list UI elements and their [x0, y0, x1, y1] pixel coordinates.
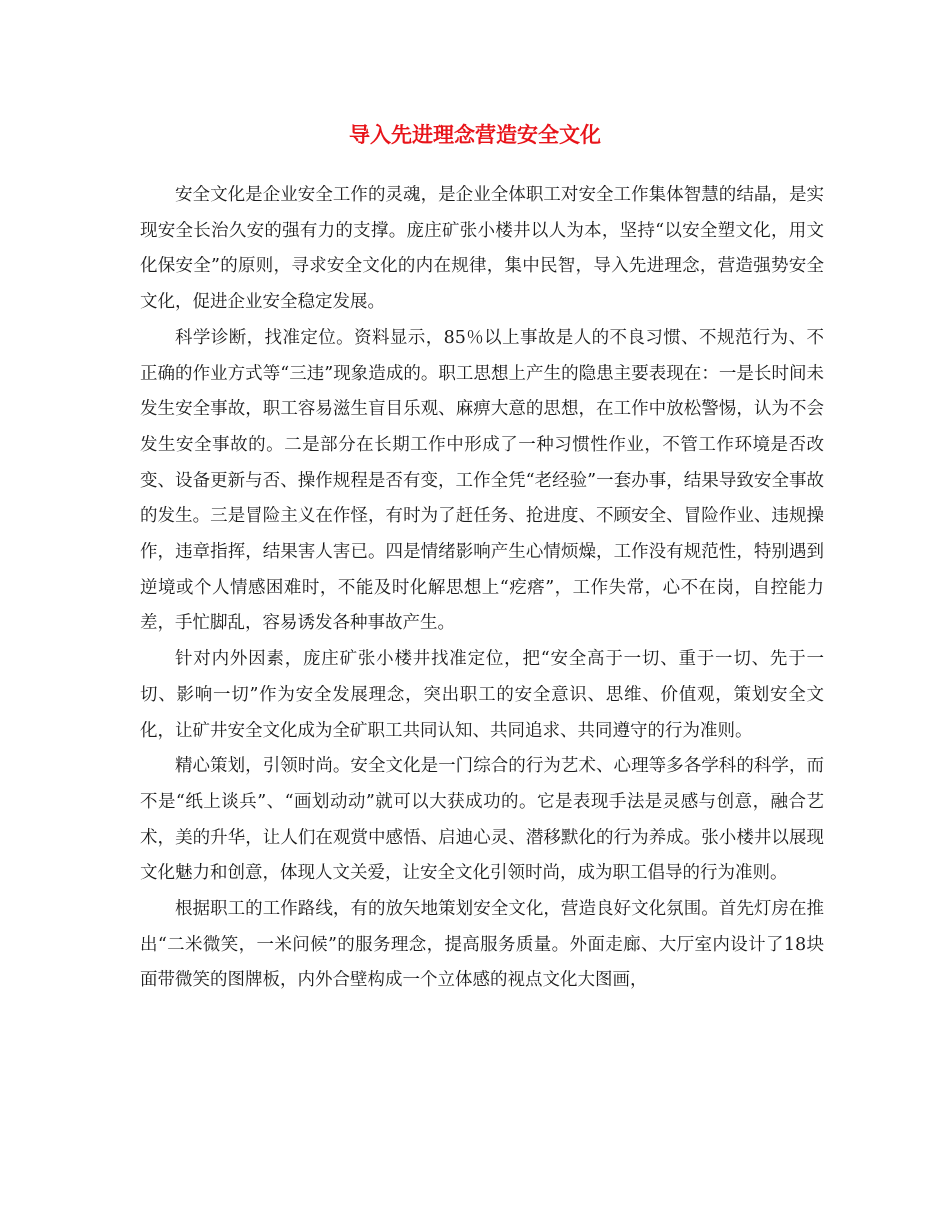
paragraph-intro: 安全文化是企业安全工作的灵魂，是企业全体职工对安全工作集体智慧的结晶，是实现安全长治久安的强有力的支撑。庞庄矿张小楼井以人为本，坚持“以安全塑文化，用文化保安全”的原则，寻求安全文化的内在规律，集中民智，导入先进理念，营造强势安全文化，促进企业安全稳定发展。	[140, 185, 824, 313]
document-title: 导入先进理念营造安全文化	[349, 122, 601, 147]
paragraph-planning: 精心策划，引领时尚。安全文化是一门综合的行为艺术、心理等多各学科的科学，而不是“纸上谈兵”、“画划动动”就可以大获成功的。它是表现手法是灵感与创意，融合艺术，美的升华，让人们在观赏中感悟、启迪心灵、潜移默化的行为养成。张小楼井以展现文化魅力和创意，体现人文关爱，让安全文化引领时尚，成为职工倡导的行为准则。	[140, 756, 824, 884]
paragraph-work-route: 根据职工的工作路线，有的放矢地策划安全文化，营造良好文化氛围。首先灯房在推出“二米微笑，一米问候”的服务理念，提高服务质量。外面走廊、大厅室内设计了18块面带微笑的图牌板，内外合壁构成一个立体感的视点文化大图画，	[140, 899, 824, 991]
paragraph-positioning: 针对内外因素，庞庄矿张小楼井找准定位，把“安全高于一切、重于一切、先于一切、影响一切”作为安全发展理念，突出职工的安全意识、思维、价值观，策划安全文化，让矿井安全文化成为全矿职工共同认知、共同追求、共同遵守的行为准则。	[140, 649, 824, 741]
paragraph-diagnosis: 科学诊断，找准定位。资料显示，85％以上事故是人的不良习惯、不规范行为、不正确的作业方式等“三违”现象造成的。职工思想上产生的隐患主要表现在：一是长时间未发生安全事故，职工容易滋生盲目乐观、麻痹大意的思想，在工作中放松警惕，认为不会发生安全事故的。二是部分在长期工作中形成了一种习惯性作业，不管工作环境是否改变、设备更新与否、操作规程是否有变，工作全凭“老经验”一套办事，结果导致安全事故的发生。三是冒险主义在作怪，有时为了赶任务、抢进度、不顾安全、冒险作业、违规操作，违章指挥，结果害人害已。四是情绪影响产生心情烦燥，工作没有规范性，特别遇到逆境或个人情感困难时，不能及时化解思想上“疙瘩”，工作失常，心不在岗，自控能力差，手忙脚乱，容易诱发各种事故产生。	[140, 327, 824, 634]
document-body	[140, 178, 824, 999]
